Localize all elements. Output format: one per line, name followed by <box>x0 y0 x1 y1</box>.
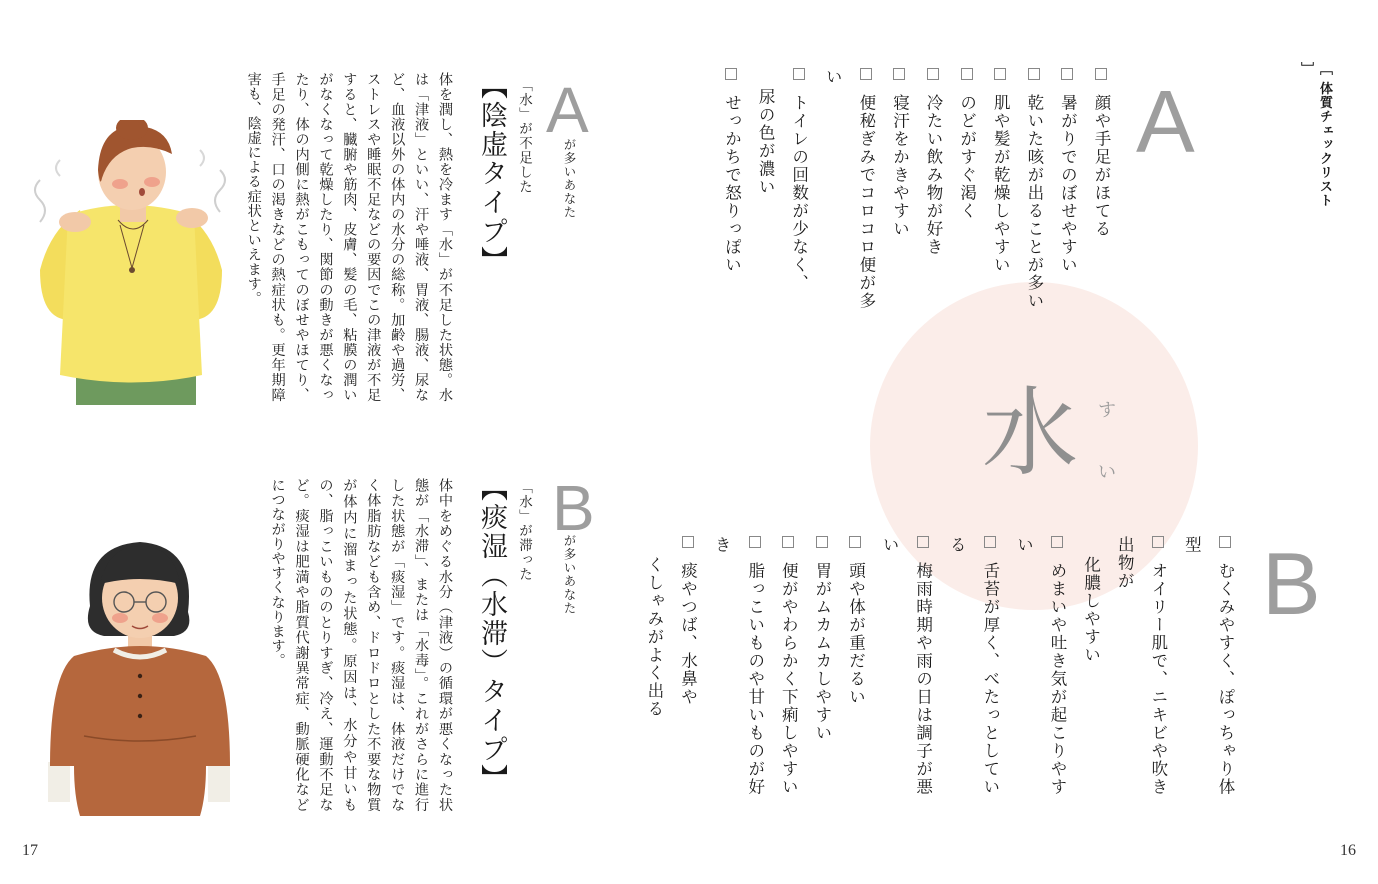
group-b-letter: B <box>1262 534 1321 633</box>
checkbox-icon[interactable] <box>682 536 694 548</box>
checklist-item-continued: 化膿しやすい <box>1081 556 1101 664</box>
checkbox-icon[interactable] <box>961 68 973 80</box>
checkbox-icon[interactable] <box>1095 68 1107 80</box>
checkbox-icon[interactable] <box>725 68 737 80</box>
checklist-item[interactable]: 胃がムカムカしやすい <box>805 536 839 796</box>
checkbox-icon[interactable] <box>893 68 905 80</box>
page-number-right: 16 <box>1340 842 1356 859</box>
checkbox-icon[interactable] <box>1152 536 1164 548</box>
water-ruby-1: す <box>1098 400 1116 421</box>
checklist-item[interactable]: 顔や手足がほてる <box>1084 68 1118 318</box>
checkbox-icon[interactable] <box>994 68 1006 80</box>
checklist-item[interactable]: 乾いた咳が出ることが多い <box>1017 68 1051 318</box>
checklist-group-b <box>644 536 1242 796</box>
page-number-left: 17 <box>22 842 38 859</box>
checklist-item-continued: くしゃみがよく出る <box>644 556 664 718</box>
type-a-title: 【陰虚タイプ】 <box>476 72 507 275</box>
checkbox-icon[interactable] <box>749 536 761 548</box>
checkbox-icon[interactable] <box>860 68 872 80</box>
woman-brown-cardigan-illustration <box>44 536 236 816</box>
checklist-item[interactable]: 頭や体が重だるい <box>839 536 873 796</box>
type-a-body: 体を潤し、熱を冷ます「水」が不足した状態。水は「津液」といい、汗や唾液、胃液、腸液、尿など、血液以外の体内の水分の総称。加齢や過労、ストレスや睡眠不足などの要因でこの津液が不足すると、臓腑や筋肉、皮膚、髪の毛、粘膜の潤いがなくなって乾燥したり、関節の動きが悪くなったり、体の内側に熱がこもってのぼせやほてり、手足の発汗、口の渇きなどの熱症状も。更年期障害も、陰虚による症状といえます。 <box>245 72 453 402</box>
checkbox-icon[interactable] <box>1051 536 1063 548</box>
checkbox-icon[interactable] <box>927 68 939 80</box>
checklist-item[interactable]: 肌や髪が乾燥しやすい <box>984 68 1018 318</box>
type-b-letter: B <box>552 472 595 544</box>
type-b-body: 体中をめぐる水分（津液）の循環が悪くなった状態が「水滞」、または「水毒」。これがさらに進行した状態が「痰湿」です。痰湿は、体液だけでなく体脂肪なども含め、ドロドロとした不要な物質が体内に溜まった状態。原因は、水分や甘いもの、脂っこいもののとりすぎ、冷え、運動不足など。痰湿は肥満や脂質代謝異常症、動脈硬化などにつながりやすくなります。 <box>269 478 453 812</box>
checklist-header: ［ 体質チェックリスト ］ <box>1298 62 1332 208</box>
checkbox-icon[interactable] <box>816 536 828 548</box>
type-b-sub: が多いあなた <box>562 534 577 615</box>
checklist-item[interactable]: 便がやわらかく下痢しやすい <box>772 536 806 796</box>
checkbox-icon[interactable] <box>1061 68 1073 80</box>
checklist-item[interactable]: 脂っこいものや甘いものが好き <box>712 536 765 796</box>
woman-yellow-sweater-illustration <box>20 120 242 405</box>
checklist-item[interactable]: 寝汗をかきやすい <box>883 68 917 318</box>
checkbox-icon[interactable] <box>793 68 805 80</box>
water-ruby-2: い <box>1098 462 1116 483</box>
checklist-item[interactable]: 梅雨時期や雨の日は調子が悪い <box>880 536 933 796</box>
checklist-item[interactable]: 便秘ぎみでコロコロ便が多い <box>823 68 876 310</box>
type-b-title: 【痰湿（水滞）タイプ】 <box>476 474 507 793</box>
checklist-item-continued: 尿の色が濃い <box>756 88 776 196</box>
checklist-item[interactable]: のどがすぐ渇く <box>950 68 984 318</box>
checklist-group-a <box>722 68 1118 318</box>
checkbox-icon[interactable] <box>849 536 861 548</box>
checklist-item[interactable]: 痰やつば、水鼻や <box>671 536 705 796</box>
checkbox-icon[interactable] <box>917 536 929 548</box>
checklist-item[interactable]: トイレの回数が少なく、 <box>782 68 816 318</box>
checklist-item[interactable]: せっかちで怒りっぽい <box>715 68 749 318</box>
water-kanji: 水 <box>982 377 1078 489</box>
checklist-item[interactable]: 冷たい飲み物が好き <box>916 68 950 318</box>
checkbox-icon[interactable] <box>984 536 996 548</box>
type-a-letter: A <box>546 74 589 146</box>
checkbox-icon[interactable] <box>1028 68 1040 80</box>
type-b-lead: 「水」が滞った <box>516 480 532 582</box>
checkbox-icon[interactable] <box>782 536 794 548</box>
checklist-item[interactable]: 暑がりでのぼせやすい <box>1051 68 1085 318</box>
checkbox-icon[interactable] <box>1219 536 1231 548</box>
type-a-sub: が多いあなた <box>562 138 577 219</box>
type-a-lead: 「水」が不足した <box>516 78 532 194</box>
checklist-item[interactable]: めまいや吐き気が起こりやすい <box>1014 536 1068 796</box>
checklist-item[interactable]: むくみやすく、ぽっちゃり体型 <box>1182 536 1235 796</box>
checklist-item[interactable]: 舌苔が厚く、べたっとしている <box>947 536 1000 796</box>
group-a-letter: A <box>1136 72 1195 171</box>
checklist-item[interactable]: オイリー肌で、ニキビや吹き出物が <box>1115 536 1168 796</box>
